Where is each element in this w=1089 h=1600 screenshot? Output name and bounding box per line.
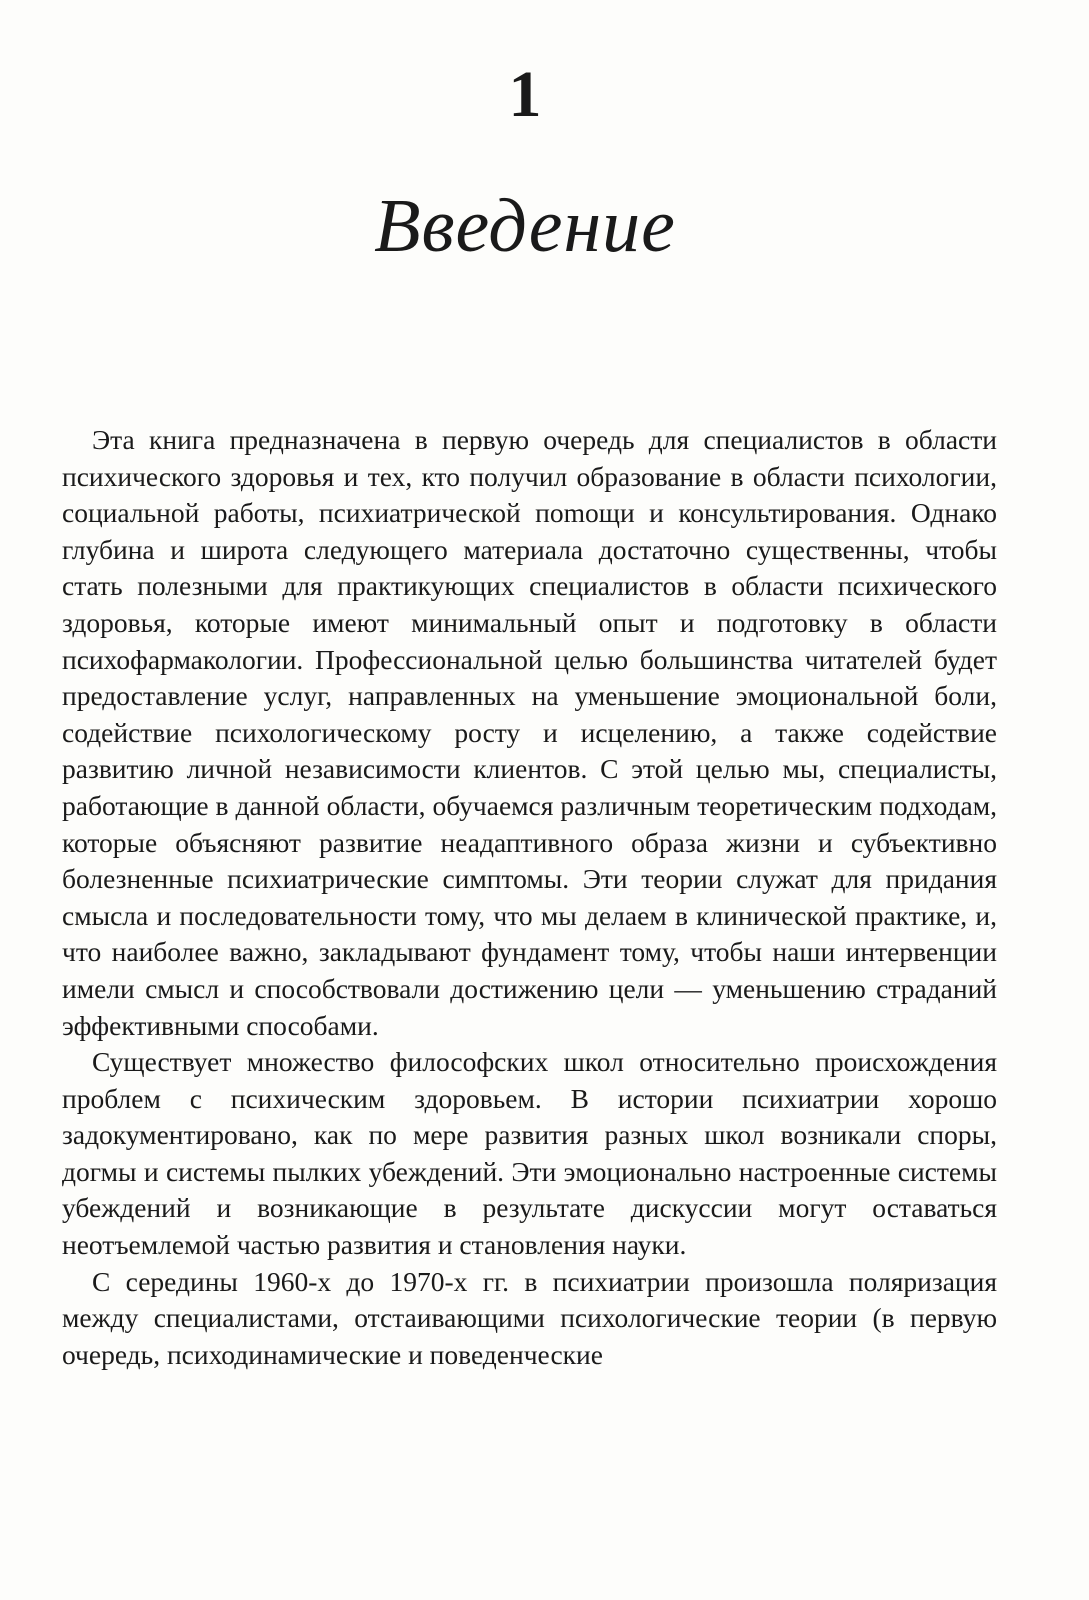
paragraph-3: С середины 1960-х до 1970-х гг. в психиатрии произошла поляризация между специалистами, отстаивающими психологические теории (в первую очередь, психодинамические и поведенческие (62, 1265, 997, 1370)
chapter-body (62, 422, 997, 1373)
paragraph-1: Эта книга предназначена в первую очередь для специалистов в области психического здоровья и тех, кто получил образование в области психологии, социальной работы, психиатрической поmощи и консультирования. Однако глубина и широта следующего материала достаточно существенны, чтобы стать полезными для практикующих специалистов в области психического здоровья, которые имеют минимальный опыт и подготовку в области психофармакологии. Профессиональной целью большинства читателей будет предоставление услуг, направленных на уменьшение эмоциональной боли, содействие психологическому росту и исцелению, а также содействие развитию личной независимости клиентов. С этой целью мы, специалисты, работающие в данной области, обучаемся различным теоретическим подходам, которые объясняют развитие неадаптивного образа жизни и субъективно болезненные психиатрические симптомы. Эти теории служат для придания смысла и последовательности тому, что мы делаем в клинической практике, и, что наиболее важно, закладывают фундамент тому, чтобы наши интервенции имели смысл и способствовали достижению цели — уменьшению страданий эффективными способами. (62, 424, 997, 1041)
paragraph-2: Существует множество философских школ относительно происхождения проблем с психическим здоровьем. В истории психиатрии хорошо задокументировано, как по мере развития разных школ возникали споры, догмы и системы пылких убеждений. Эти эмоционально настроенные системы убеждений и возникающие в результате дискуссии могут оставаться неотъемлемой частью развития и становления науки. (62, 1046, 997, 1261)
chapter-title: Введение (374, 184, 676, 268)
chapter-number: 1 (508, 58, 542, 131)
